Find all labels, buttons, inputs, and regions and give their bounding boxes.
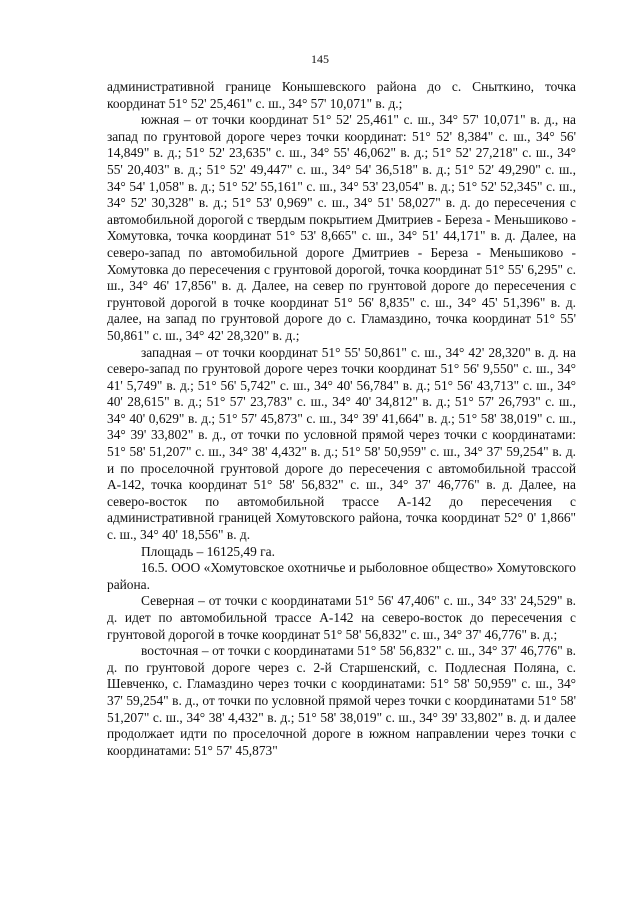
- paragraph-southern-border: южная – от точки координат 51° 52' 25,461" с. ш., 34° 57' 10,071" в. д., на запад по грунтовой дороге через точки координат: 51° 52' 8,384" с. ш., 34° 56' 14,849" в. д.; 51° 52' 23,635" с. ш., 34° 55' 46,062" в. д.; 51° 52' 27,218" с. ш., 34° 55' 20,403" в. д.; 51° 52' 49,447" с. ш., 34° 54' 36,518" в. д.; 51° 52' 49,290" с. ш., 34° 54' 1,058" в. д.; 51° 52' 55,161" с. ш., 34° 53' 23,054" в. д.; 51° 52' 52,345" с. ш., 34° 52' 30,328" в. д.; 51° 53' 0,969" с. ш., 34° 51' 58,027" в. д. до пересечения с автомобильной дорогой с твердым покрытием Дмитриев - Береза - Меньшиково - Хомутовка, точка координат 51° 53' 8,665" с. ш., 34° 51' 44,171" в. д. Далее, на северо-запад по автомобильной дороге Дмитриев - Береза - Меньшиково - Хомутовка до пересечения с грунтовой дорогой, точка координат 51° 55' 6,295" с. ш., 34° 46' 17,856" в. д. Далее, на север по грунтовой дороге до пересечения с грунтовой дорогой в точке координат 51° 56' 8,835" с. ш., 34° 45' 51,396" в. д. далее, на запад по грунтовой дороге до с. Гламаздино, точка координат 51° 55' 50,861" с. ш., 34° 42' 28,320" в. д.;: [107, 112, 576, 343]
- paragraph-eastern-border: восточная – от точки с координатами 51° 58' 56,832" с. ш., 34° 37' 46,776" в. д. по грунтовой дороге через с. 2-й Старшенский, с. Подлесная Поляна, с. Шевченко, с. Гламаздино через точки с координатами: 51° 58' 50,959" с. ш., 34° 37' 59,254" в. д., от точки по условной прямой через точки с координатами 51° 58' 51,207" с. ш., 34° 38' 4,432" в. д.; 51° 58' 38,019" с. ш., 34° 39' 33,802" в. д. и далее продолжает идти по проселочной дороге в южном направлении через точки с координатами: 51° 57' 45,873": [107, 643, 576, 758]
- paragraph-northern-border-end: административной границе Конышевского района до с. Сныткино, точка координат 51° 52' 25,461" с. ш., 34° 57' 10,071" в. д.;: [107, 79, 576, 111]
- paragraph-western-border: западная – от точки координат 51° 55' 50,861" с. ш., 34° 42' 28,320" в. д. на северо-запад по грунтовой дороге через точки координат 51° 56' 9,550" с. ш., 34° 41' 5,749" в. д.; 51° 56' 5,742" с. ш., 34° 40' 56,784" в. д.; 51° 56' 43,713" с. ш., 34° 40' 28,615" в. д.; 51° 57' 23,783" с. ш., 34° 40' 34,812" в. д.; 51° 57' 26,793" с. ш., 34° 40' 0,629" в. д.; 51° 57' 45,873" с. ш., 34° 39' 41,664" в. д.; 51° 58' 38,019" с. ш., 34° 39' 33,802" в. д., от точки по условной прямой через точки с координатами: 51° 58' 51,207" с. ш., 34° 38' 4,432" в. д.; 51° 58' 50,959" с. ш., 34° 37' 59,254" в. д. и по проселочной грунтовой дороге до пересечения с автомобильной трассой А-142, точка координат 51° 58' 56,832" с. ш., 34° 37' 46,776" в. д. Далее, на северо-восток по автомобильной трассе А-142 до пересечения с административной границей Хомутовского района, точка координат 52° 0' 1,866" с. ш., 34° 40' 18,556" в. д.: [107, 344, 576, 543]
- paragraph-section-heading: 16.5. ООО «Хомутовское охотничье и рыболовное общество» Хомутовского района.: [107, 560, 576, 592]
- document-body: [107, 79, 576, 759]
- page-number: 145: [311, 52, 329, 66]
- paragraph-area: Площадь – 16125,49 га.: [141, 543, 275, 559]
- paragraph-northern-border: Северная – от точки с координатами 51° 56' 47,406" с. ш., 34° 33' 24,529" в. д. идет по автомобильной трассе А-142 на северо-восток до пересечения с грунтовой дорогой в точке координат 51° 58' 56,832" с. ш., 34° 37' 46,776" в. д.;: [107, 593, 576, 642]
